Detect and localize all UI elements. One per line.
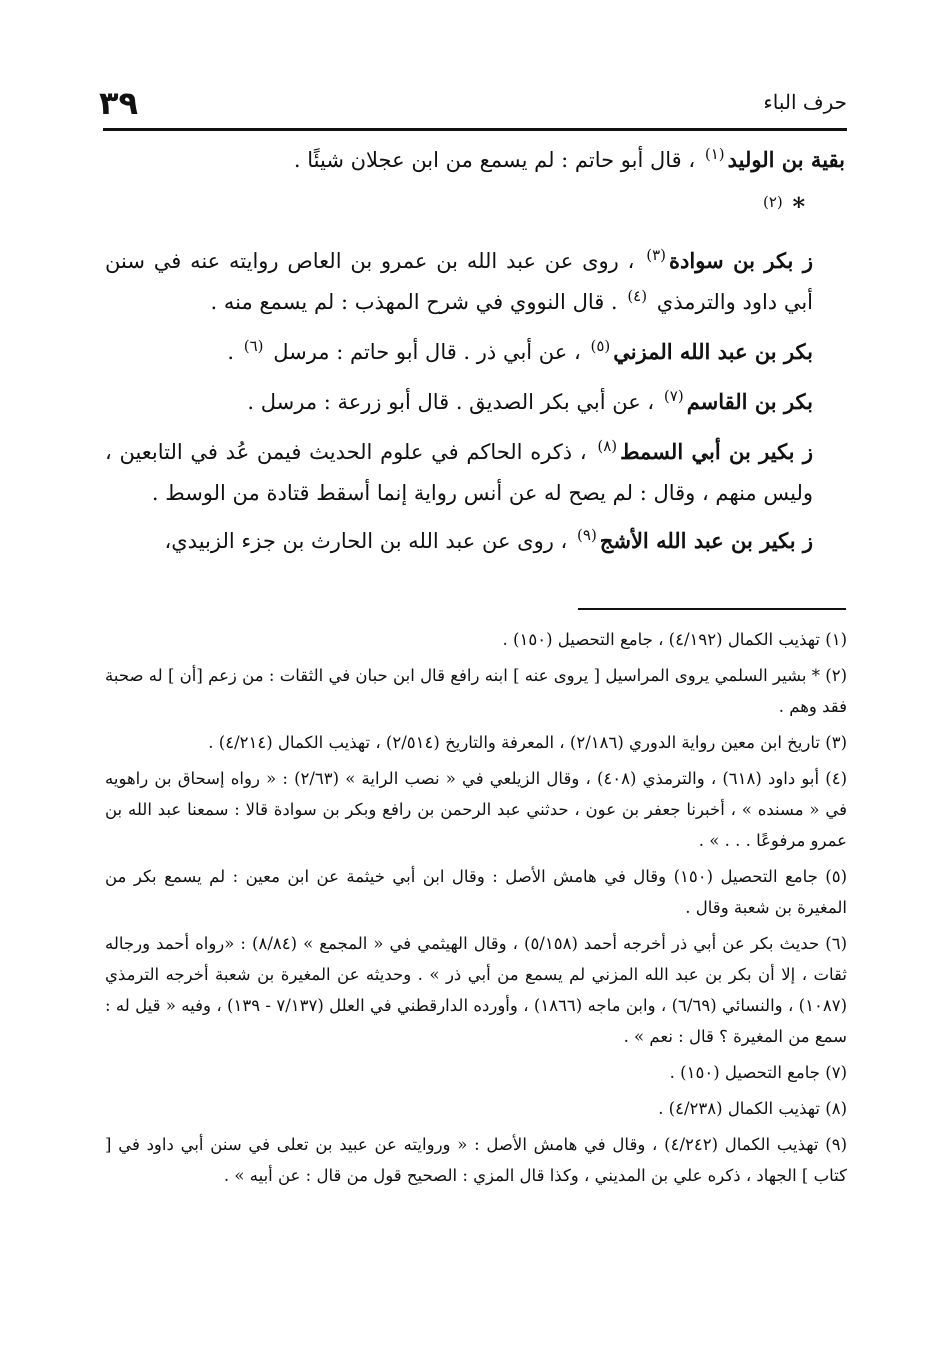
entry-text-continued: . قال النووي في شرح المهذب : لم يسمع منه . xyxy=(210,290,618,314)
footnote-8: (٨) تهذيب الكمال (٤/٢٣٨) . xyxy=(658,1099,847,1118)
star-marker: * xyxy=(792,192,805,221)
footnote-4: (٤) أبو داود (٦١٨) ، والترمذي (٤٠٨) ، وقال الزيلعي في « نصب الراية » (٢/٦٣) : « رواه إسحاق بن راهويه في « مسنده » ، أخبرنا جعفر بن عون ، حدثني عبد الرحمن بن رافع وبكر بن سوادة قالا : سمعنا عبد الله بن عمرو مرفوعًا . . . » . xyxy=(105,769,848,850)
footnote-ref[interactable]: (٨) xyxy=(597,437,618,455)
footnote-ref[interactable]: (٦) xyxy=(243,337,264,355)
entry-name: بكير بن أبي السمط xyxy=(620,439,795,464)
entry-bakr-muzani xyxy=(105,332,845,374)
footnote-ref[interactable]: (٤) xyxy=(627,287,648,305)
entry-star-note xyxy=(105,190,845,227)
footnote-ref[interactable]: (٣) xyxy=(646,246,667,264)
footnote-ref[interactable]: (٢) xyxy=(762,193,783,211)
entry-name: بكر بن القاسم xyxy=(686,389,813,414)
entry-prefix: ز xyxy=(794,439,814,464)
entry-text: ، روى عن عبد الله بن الحارث بن جزء الزبيدي، xyxy=(164,529,568,553)
entry-prefix: ز xyxy=(795,528,813,553)
footnote-6: (٦) حديث بكر عن أبي ذر أخرجه أحمد (٥/١٥٨) ، وقال الهيثمي في « المجمع » (٨/٨٤) : «رواه أحمد ورجاله ثقات ، إلا أن بكر بن عبد الله المزني لم يسمع من أبي ذر » . وحديثه عن المغيرة بن شعبة أخرجه الترمذي (١٠٨٧) ، والنسائي (٦/٦٩) ، وابن ماجه (١٨٦٦) ، وأورده الدارقطني في العلل (٧/١٣٧ - ١٣٩) ، وفيه « قيل له : سمع من المغيرة ؟ قال : نعم » . xyxy=(105,934,847,1046)
entry-bukayr-samt xyxy=(105,432,845,513)
entry-text: ، ذكره الحاكم في علوم الحديث فيمن عُد في التابعين ، وليس منهم ، وقال : لم يصح له عن أنس رواية إنما أسقط قتادة من الوسط . xyxy=(105,440,813,505)
entry-bakr-sawada xyxy=(105,241,845,324)
footnote-1: (١) تهذيب الكمال (٤/١٩٢) ، جامع التحصيل (١٥٠) . xyxy=(502,630,847,649)
entry-text: ، روى عن عبد الله بن عمرو بن العاص روايته عنه في سنن أبي داود والترمذي xyxy=(105,249,813,314)
entry-text: ، عن أبي بكر الصديق . قال أبو زرعة : مرسل . xyxy=(247,390,655,414)
entry-name: بقية بن الوليد xyxy=(727,147,845,172)
entry-baqiyya xyxy=(105,140,845,182)
footnotes xyxy=(105,624,847,1196)
footnote-rule xyxy=(578,608,846,610)
entry-prefix: ز xyxy=(793,248,813,273)
page-number: ٣٩ xyxy=(99,84,139,122)
entry-bukayr-ashajj xyxy=(105,521,845,563)
footnote-2: (٢) * بشير السلمي يروى المراسيل [ يروى عنه ] ابنه رافع قال ابن حبان في الثقات : من زعم [أن ] له صحبة فقد وهم . xyxy=(105,666,847,716)
running-head xyxy=(95,84,847,124)
entry-name: بكر بن سوادة xyxy=(669,248,794,273)
entry-text: ، عن أبي ذر . قال أبو حاتم : مرسل xyxy=(273,340,581,364)
footnote-ref[interactable]: (٩) xyxy=(577,526,597,544)
footnote-5: (٥) جامع التحصيل (١٥٠) وقال في هامش الأصل : وقال ابن أبي خيثمة عن ابن معين : لم يسمع بكر من المغيرة بن شعبة وقال . xyxy=(105,867,847,917)
entry-text: ، قال أبو حاتم : لم يسمع من ابن عجلان شيئًا . xyxy=(293,148,696,172)
footnote-7: (٧) جامع التحصيل (١٥٠) . xyxy=(669,1063,847,1082)
chapter-title: حرف الباء xyxy=(763,90,847,114)
entry-bakr-qasim xyxy=(105,382,845,424)
footnote-9: (٩) تهذيب الكمال (٤/٢٤٢) ، وقال في هامش الأصل : « وروايته عن عبيد بن تعلى في سنن أبي داود في [ كتاب ] الجهاد ، ذكره علي بن المديني ، وكذا قال المزي : الصحيح قول من قال : عن أبيه » . xyxy=(105,1135,847,1185)
header-rule xyxy=(103,128,847,131)
footnote-ref[interactable]: (٧) xyxy=(663,387,684,405)
entry-text-continued: . xyxy=(227,340,235,364)
main-text xyxy=(105,140,845,563)
footnote-ref[interactable]: (٥) xyxy=(590,337,611,355)
entry-name: بكر بن عبد الله المزني xyxy=(613,339,813,364)
footnote-ref[interactable]: (١) xyxy=(704,145,725,163)
entry-name: بكير بن عبد الله الأشج xyxy=(599,528,796,553)
footnote-3: (٣) تاريخ ابن معين رواية الدوري (٢/١٨٦) ، المعرفة والتاريخ (٢/٥١٤) ، تهذيب الكمال (٤/٢١٤) . xyxy=(208,733,847,752)
